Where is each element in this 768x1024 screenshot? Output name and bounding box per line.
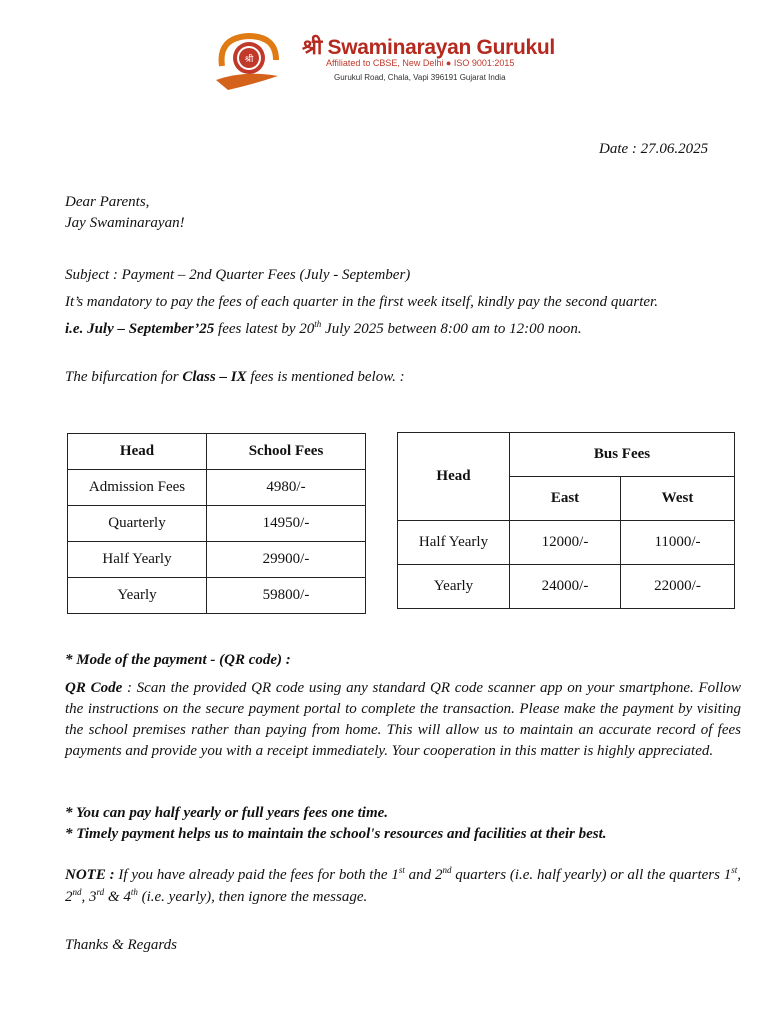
school-fees-table [67,433,366,614]
ordinal-sup: nd [442,865,452,875]
table-cell: Yearly [398,565,510,609]
table-row [398,521,735,565]
table-row [68,578,366,614]
table-cell: 24000/- [510,565,621,609]
note-label: NOTE : [65,867,115,883]
note-text: quarters (i.e. half yearly) or all the quarters 1 [451,867,732,883]
greeting: Jay Swaminarayan! [65,215,185,231]
column-header: West [621,477,735,521]
affiliation-line: Affiliated to CBSE, New Delhi ● ISO 9001:2015 [326,58,515,68]
note-text: (i.e. yearly), then ignore the message. [137,889,368,905]
table-header-row [68,434,366,470]
letter-date: Date : 27.06.2025 [599,141,709,157]
table-cell: 14950/- [207,506,366,542]
ordinal-sup: st [731,865,738,875]
note-text: and 2 [404,867,443,883]
mode-heading: * Mode of the payment - (QR code) : [65,652,291,668]
table-cell: Yearly [68,578,207,614]
bullet-item: * Timely payment helps us to maintain the school's resources and facilities at their best. [65,826,607,842]
table-cell: Admission Fees [68,470,207,506]
bullet-item: * You can pay half yearly or full years fees one time. [65,805,389,821]
table-cell: 12000/- [510,521,621,565]
ordinal-sup: th [314,319,322,329]
bus-fees-table [397,432,735,609]
deadline-rest: July 2025 between 8:00 am to 12:00 noon. [321,321,582,337]
table-cell: 22000/- [621,565,735,609]
address-line: Gurukul Road, Chala, Vapi 396191 Gujarat India [334,73,506,82]
table-header-row [398,433,735,477]
deadline-line [65,321,582,338]
qr-text: : Scan the provided QR code using any standard QR code scanner app on your smartphone. Follow the instructions on the secure payment portal to complete the transaction. Please make the payment by visiting the school premises rather than paying from home. This will allow us to maintain an accurate record of fees payments and provide you with a receipt immediately. Your cooperation in this matter is highly appreciated. [65,680,741,759]
column-header: East [510,477,621,521]
deadline-text: fees latest by 20 [214,321,315,337]
school-name: श्री Swaminarayan Gurukul [302,36,555,59]
column-header: Head [398,433,510,521]
subject-line: Subject : Payment – 2nd Quarter Fees (July - September) [65,267,411,283]
note-paragraph [65,864,741,908]
svg-text:श्री: श्री [244,55,254,65]
table-cell: Half Yearly [398,521,510,565]
note-text: If you have already paid the fees for both the 1 [114,867,399,883]
bifurcation-post: fees is mentioned below. : [246,369,405,385]
table-row [68,470,366,506]
period-bold: i.e. July – September’25 [65,321,215,337]
note-text: & 4 [104,889,131,905]
table-cell: Quarterly [68,506,207,542]
table-row [398,565,735,609]
table-row [68,542,366,578]
note-text: , 3 [81,889,97,905]
column-header: Head [68,434,207,470]
ordinal-sup: st [398,865,405,875]
class-bold: Class – IX [182,369,247,385]
table-row [68,506,366,542]
school-logo [214,30,284,94]
ordinal-sup: th [130,887,138,897]
table-cell: 11000/- [621,521,735,565]
ordinal-sup: rd [96,887,105,897]
salutation: Dear Parents, [65,194,150,210]
bifurcation-pre: The bifurcation for [65,369,183,385]
group-header: Bus Fees [510,433,735,477]
table-cell: 59800/- [207,578,366,614]
table-cell: 4980/- [207,470,366,506]
bifurcation-line [65,369,405,386]
table-cell: Half Yearly [68,542,207,578]
table-cell: 29900/- [207,542,366,578]
qr-label: QR Code [65,680,123,696]
mandatory-line: It’s mandatory to pay the fees of each quarter in the first week itself, kindly pay the second quarter. [65,294,658,310]
qr-paragraph [65,678,741,762]
closing: Thanks & Regards [65,937,177,953]
ordinal-sup: nd [72,887,82,897]
column-header: School Fees [207,434,366,470]
note-text: , 2 [65,867,742,905]
